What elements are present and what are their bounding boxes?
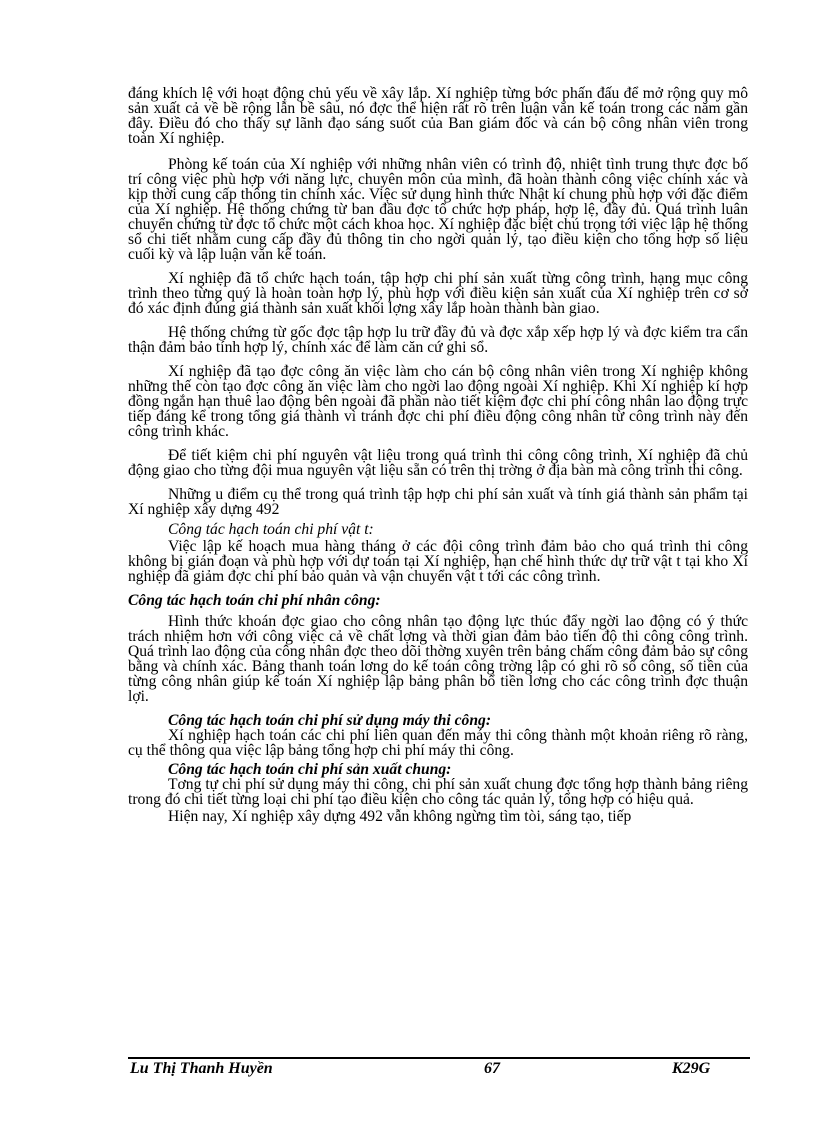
paragraph: Những u điểm cụ thể trong quá trình tập hợp chi phí sản xuất và tính giá thành sản phẩm tại Xí nghiệp xây dựng 492 [128,486,748,518]
paragraph: Hiện nay, Xí nghiệp xây dựng 492 vẫn không ngừng tìm tòi, sáng tạo, tiếp [168,808,632,825]
document-body [128,86,748,826]
section-heading-general-cost: Công tác hạch toán chi phí sản xuất chung: [168,761,452,778]
paragraph: Để tiết kiệm chi phí nguyên vật liệu trong quá trình thi công công trình, Xí nghiệp đã chủ động giao cho từng đội mua nguyên vật liệu sẵn có trên thị trờng ở địa bàn mà công trình thi công. [128,447,748,479]
paragraph: Hệ thống chứng từ gốc đợc tập hợp lu trữ đầy đủ và đợc xắp xếp hợp lý và đợc kiểm tra cẩn thận đảm bảo tính hợp lý, chính xác để làm căn cứ ghi sổ. [128,324,748,356]
paragraph: Hình thức khoán đợc giao cho công nhân tạo động lực thúc đẩy ngời lao động có ý thức trách nhiệm hơn với công việc cả về chất lợng và thời gian đảm bảo tiến độ thi công công trình. Quá trình lao động của công nhân đợc theo dõi thờng xuyên trên bảng chấm công đảm bảo sự công bằng và chính xác. Bảng thanh toán lơng do kế toán công trờng lập có ghi rõ số công, số tiền của từng công nhân giúp kế toán Xí nghiệp lập bảng phân bổ tiền lơng cho các công trình đợc thuận lợi. [128,613,748,705]
paragraph: Xí nghiệp đã tổ chức hạch toán, tập hợp chi phí sản xuất từng công trình, hạng mục công trình theo từng quý là hoàn toàn hợp lý, phù hợp với điều kiện sản xuất của Xí nghiệp trên cơ sở đó xác định đúng giá thành sản xuất khối lợng xây lắp hoàn thành bàn giao. [128,270,748,317]
paragraph: Tơng tự chi phí sử dụng máy thi công, chi phí sản xuất chung đợc tổng hợp thành bảng riêng trong đó chi tiết từng loại chi phí tạo điều kiện cho công tác quản lý, tổng hợp có hiệu quả. [128,776,748,808]
section-heading-labor-cost: Công tác hạch toán chi phí nhân công: [128,592,381,609]
paragraph: Xí nghiệp đã tạo đợc công ăn việc làm cho cán bộ công nhân viên trong Xí nghiệp không những thế còn tạo đợc công ăn việc làm cho ngời lao động ngoài Xí nghiệp. Khi Xí nghiệp kí hợp đồng ngắn hạn thuê lao động bên ngoài đã phần nào tiết kiệm đợc chi phí công nhân lao động trực tiếp đáng kể trong tổng giá thành vì tránh đợc chi phí điều động công nhân từ công trình này đến công trình khác. [128,363,748,440]
paragraph: Việc lập kế hoạch mua hàng tháng ở các đội công trình đảm bảo cho quá trình thi công không bị gián đoạn và phù hợp với dự toán tại Xí nghiệp, hạn chế hình thức dự trữ vật t tại kho Xí nghiệp đã giảm đợc chi phí bảo quản và vận chuyển vật t tới các công trình. [128,538,748,585]
footer-author: Lu Thị Thanh Huyền [130,1060,273,1077]
section-heading-material-cost: Công tác hạch toán chi phí vật t: [168,521,374,538]
page-number: 67 [484,1060,500,1077]
footer-divider [128,1057,750,1059]
paragraph: đáng khích lệ với hoạt động chủ yếu về xây lắp. Xí nghiệp từng bớc phấn đấu để mở rộng quy mô sản xuất cả về bề rộng lẫn bề sâu, nó đợc thể hiện rất rõ trên luận văn kế toán trong các năm gần đây. Điều đó cho thấy sự lãnh đạo sáng suốt của Ban giám đốc và cán bộ công nhân viên trong toàn Xí nghiệp. [128,85,748,147]
footer-class-code: K29G [672,1060,711,1077]
section-heading-machine-cost: Công tác hạch toán chi phí sử dụng máy thi công: [168,712,492,729]
paragraph: Xí nghiệp hạch toán các chi phí liên quan đến máy thi công thành một khoản riêng rõ ràng, cụ thể thông qua việc lập bảng tổng hợp chi phí máy thi công. [128,727,748,759]
paragraph: Phòng kế toán của Xí nghiệp với những nhân viên có trình độ, nhiệt tình trung thực đợc bố trí công việc phù hợp với năng lực, chuyên môn của mình, đã hoàn thành công việc chính xác và kịp thời cung cấp thông tin chính xác. Việc sử dụng hình thức Nhật kí chung phù hợp với đặc điểm của Xí nghiệp. Hệ thống chứng từ ban đầu đợc tổ chức hợp pháp, hợp lệ, đầy đủ. Quá trình luân chuyển chứng từ đợc tổ chức một cách khoa học. Xí nghiệp đặc biệt chú trọng tới việc lập hệ thống sổ chi tiết nhằm cung cấp đầy đủ thông tin cho ngời quản lý, tạo điều kiện cho tổng hợp số liệu cuối kỳ và lập luận văn kế toán. [128,156,748,263]
